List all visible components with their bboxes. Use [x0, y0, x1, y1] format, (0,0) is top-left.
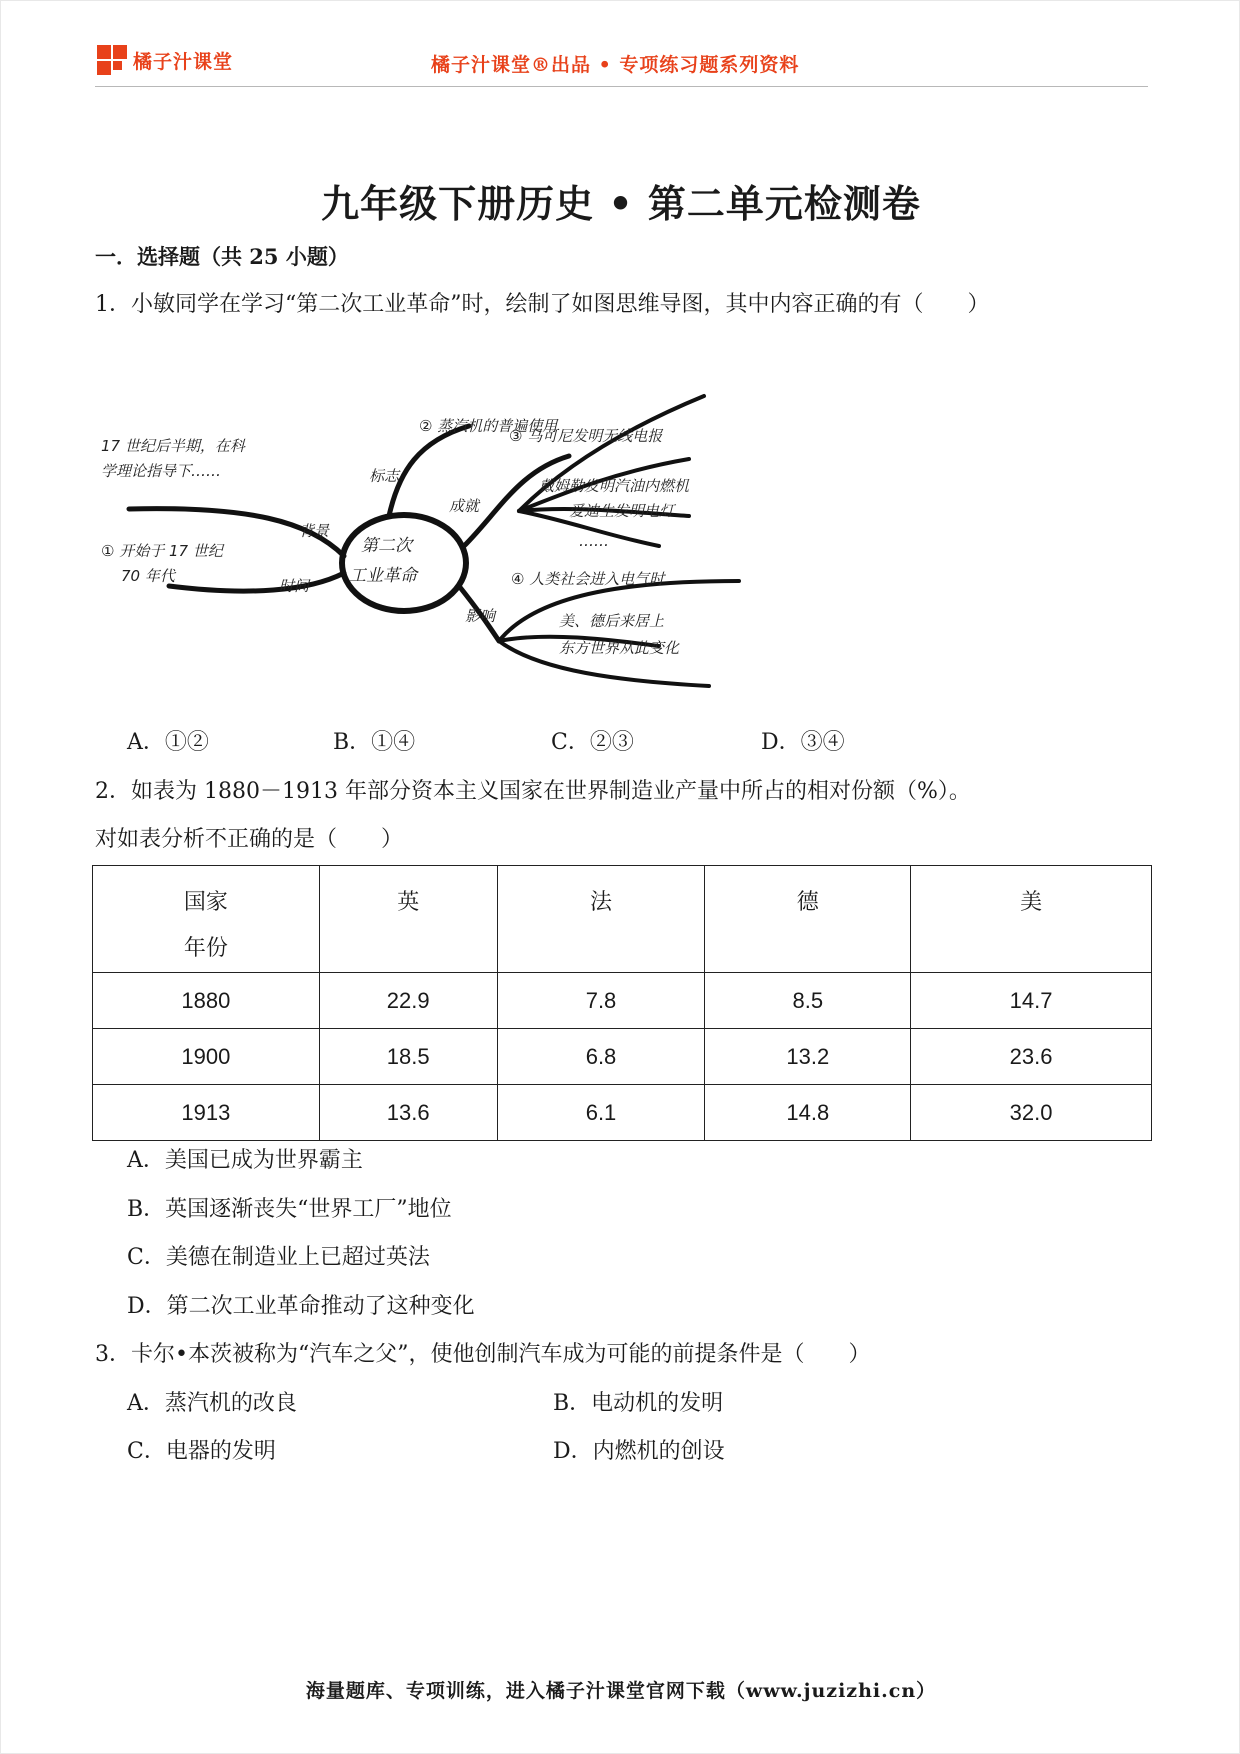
table-row	[93, 1029, 1152, 1085]
mind-map-center-line2: 工业革命	[349, 566, 417, 586]
table-year-cell: 1900	[93, 1029, 320, 1085]
table-cell: 6.8	[497, 1029, 705, 1085]
q3-option-b[interactable]: B．电动机的发明	[553, 1391, 724, 1416]
mind-map-note-lamp: 爱迪生发明电灯	[569, 502, 675, 520]
table-cell: 8.5	[705, 973, 911, 1029]
mind-map-center-line1: 第二次	[361, 536, 412, 556]
mind-map-branch-time: 时间	[279, 577, 310, 595]
brand-logo[interactable]	[97, 45, 233, 75]
document-title: 九年级下册历史 • 第二单元检测卷	[321, 181, 921, 226]
mind-map-note-symbol: ② 蒸汽机的普遍使用	[419, 417, 558, 435]
table-row	[93, 973, 1152, 1029]
mind-map-branch-impact: 影响	[465, 607, 496, 625]
mind-map-note-impact-2b: 东方世界从此变化	[559, 639, 680, 657]
table-column-header: 德	[705, 866, 911, 973]
table-cell: 13.2	[705, 1029, 911, 1085]
mind-map-note-time-2: 70 年代	[121, 567, 175, 585]
q2-option-a[interactable]: A．美国已成为世界霸主	[127, 1148, 363, 1173]
question-3-stem: 3．卡尔•本茨被称为“汽车之父”，使他创制汽车成为可能的前提条件是（ ）	[95, 1342, 871, 1367]
table-cell: 13.6	[319, 1085, 497, 1141]
mind-map-note-radio: ③ 马可尼发明无线电报	[509, 427, 663, 445]
table-year-cell: 1880	[93, 973, 320, 1029]
question-2-stem-line2: 对如表分析不正确的是（ ）	[95, 827, 404, 852]
table-cell: 22.9	[319, 973, 497, 1029]
mind-map-note-impact-2a: 美、德后来居上	[559, 612, 665, 630]
table-row	[93, 1085, 1152, 1141]
table-column-header: 英	[319, 866, 497, 973]
mind-map-branch-achievement: 成就	[449, 497, 480, 515]
header-divider	[95, 86, 1148, 87]
q3-option-c[interactable]: C．电器的发明	[127, 1439, 276, 1464]
table-year-cell: 1913	[93, 1085, 320, 1141]
table-corner-cell	[93, 866, 320, 973]
table-cell: 32.0	[911, 1085, 1152, 1141]
question-2-stem-line1: 2．如表为 1880－1913 年部分资本主义国家在世界制造业产量中所占的相对份额（%）。	[95, 779, 971, 804]
question-1-stem: 1．小敏同学在学习“第二次工业革命”时，绘制了如图思维导图，其中内容正确的有（ ）	[95, 292, 990, 317]
mind-map-note-time-1: ① 开始于 17 世纪	[101, 542, 223, 560]
table-cell: 14.8	[705, 1085, 911, 1141]
mind-map-note-engine: 戴姆勒发明汽油内燃机	[539, 477, 690, 495]
q3-option-d[interactable]: D．内燃机的创设	[553, 1439, 725, 1464]
manufacturing-share-table	[92, 865, 1152, 1141]
q2-option-d[interactable]: D．第二次工业革命推动了这种变化	[127, 1294, 475, 1319]
mind-map-center-node	[342, 515, 466, 611]
table-header-row	[93, 866, 1152, 973]
table-cell: 6.1	[497, 1085, 705, 1141]
table-column-header: 法	[497, 866, 705, 973]
table-corner-year: 年份	[183, 936, 228, 961]
mind-map-note-background-2: 学理论指导下……	[101, 462, 222, 480]
q2-option-b[interactable]: B．英国逐渐丧失“世界工厂”地位	[127, 1197, 452, 1222]
logo-text: 橘子汁课堂	[133, 50, 234, 73]
logo-mark-icon	[97, 45, 127, 75]
table-column-header: 美	[911, 866, 1152, 973]
mind-map-branch-background: 背景	[299, 522, 330, 540]
table-cell: 14.7	[911, 973, 1152, 1029]
mind-map-figure	[99, 341, 829, 711]
table-corner-country: 国家	[183, 890, 228, 915]
footer-promo[interactable]: 海量题库、专项训练，进入橘子汁课堂官网下载（www.juzizhi.cn）	[305, 1680, 937, 1702]
mind-map-branch-symbol: 标志	[369, 467, 400, 485]
q3-option-a[interactable]: A．蒸汽机的改良	[127, 1391, 297, 1416]
q1-option-a[interactable]: A．①②	[127, 730, 209, 755]
q1-option-c[interactable]: C．②③	[551, 730, 634, 755]
mind-map-note-more: ……	[579, 532, 609, 550]
section-title: 一．选择题（共 25 小题）	[95, 244, 349, 269]
q1-option-d[interactable]: D．③④	[761, 730, 845, 755]
table-cell: 18.5	[319, 1029, 497, 1085]
mind-map-note-background-1: 17 世纪后半期，在科	[101, 437, 245, 455]
table-cell: 23.6	[911, 1029, 1152, 1085]
mind-map-note-impact-1: ④ 人类社会进入电气时	[511, 570, 665, 588]
table-cell: 7.8	[497, 973, 705, 1029]
header-title: 橘子汁课堂®出品 • 专项练习题系列资料	[431, 54, 800, 76]
q2-option-c[interactable]: C．美德在制造业上已超过英法	[127, 1245, 430, 1270]
q1-option-b[interactable]: B．①④	[333, 730, 416, 755]
